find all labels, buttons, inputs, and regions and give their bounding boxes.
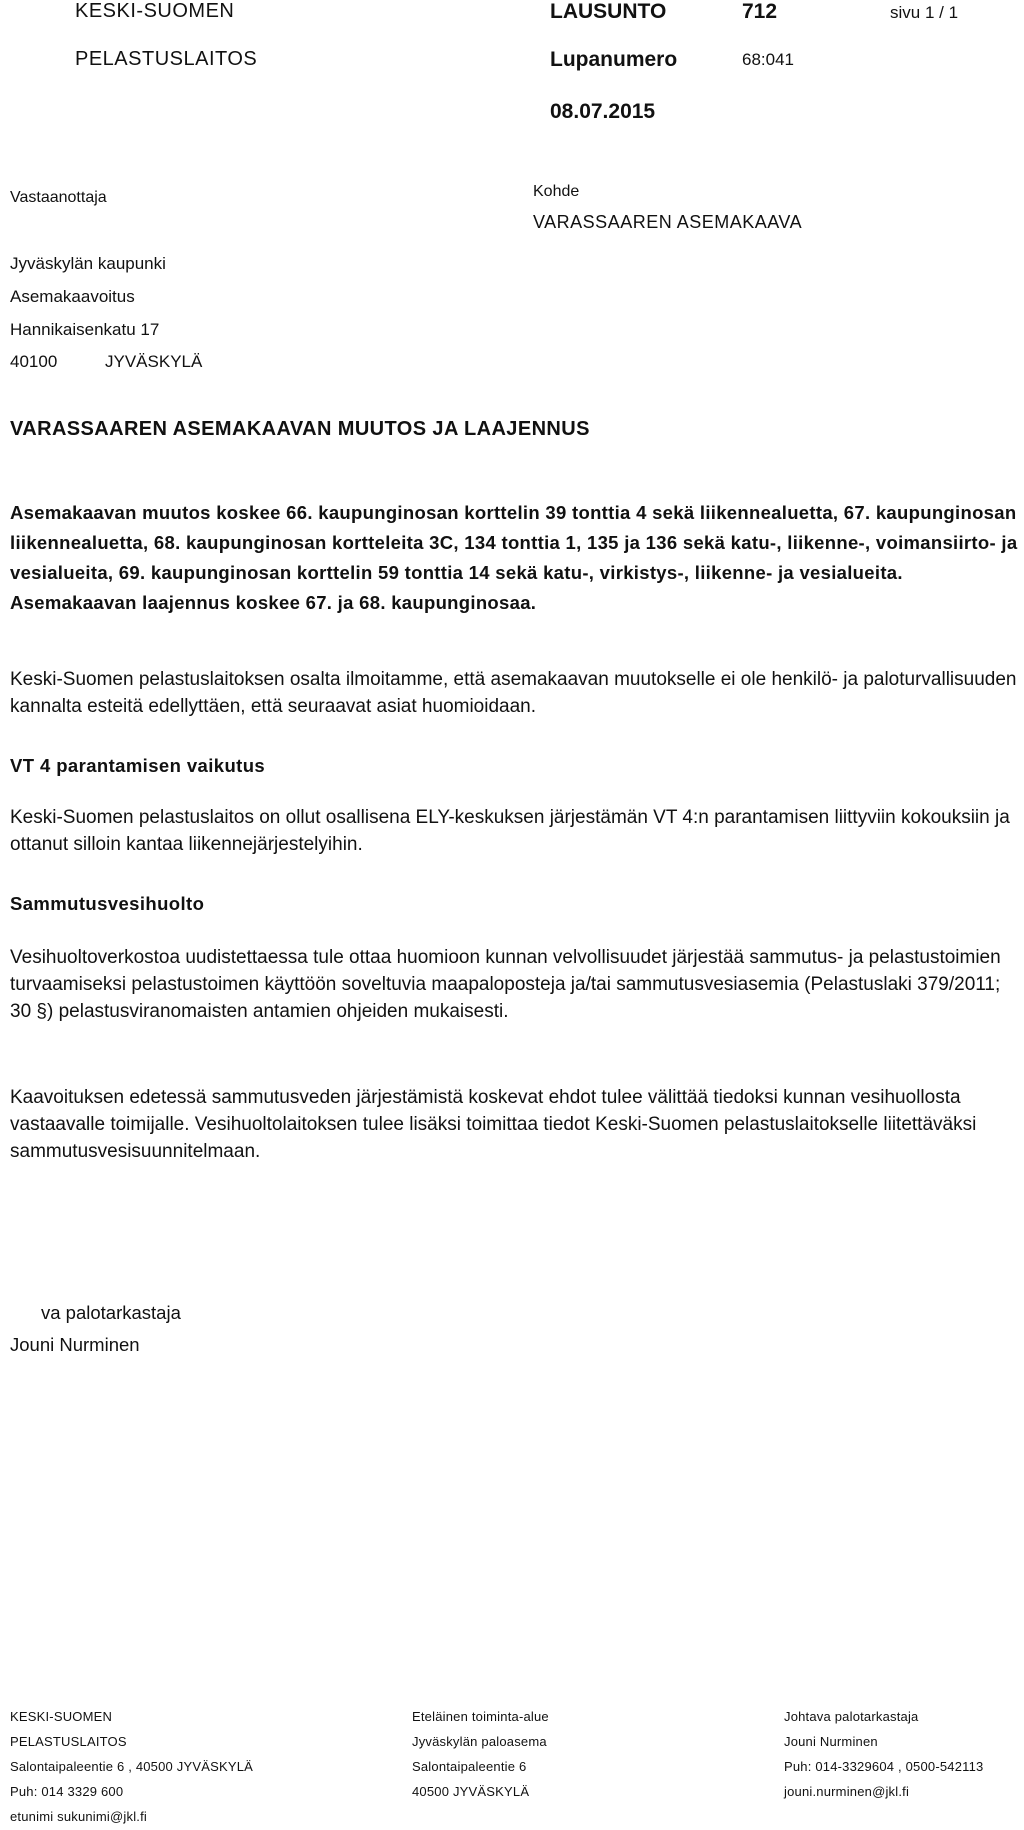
footer-column-contact bbox=[784, 1704, 983, 1804]
document-type: LAUSUNTO bbox=[550, 0, 667, 23]
section-text-water-2: Kaavoituksen edetessä sammutusveden järjestämistä koskevat ehdot tulee välittää tiedoksi kunnan vesihuollosta vastaavalle toimijalle. Vesihuoltolaitoksen tulee lisäksi toimittaa tiedot Keski-Suomen pelastuslaitokselle liitettäväksi sammutusvesisuunnitelmaan. bbox=[10, 1087, 977, 1162]
org-name-line1: KESKI-SUOMEN bbox=[75, 0, 235, 22]
statement-title: VARASSAAREN ASEMAKAAVAN MUUTOS JA LAAJENNUS bbox=[10, 418, 590, 440]
document-number: 712 bbox=[742, 0, 778, 23]
statement-paragraph: Keski-Suomen pelastuslaitoksen osalta ilmoitamme, että asemakaavan muutokselle ei ole henkilö- ja paloturvallisuuden kannalta esteitä edellyttäen, että seuraavat asiat huomioidaan. bbox=[10, 669, 1017, 717]
recipient-line: Hannikaisenkatu 17 bbox=[10, 320, 160, 339]
recipient-city: JYVÄSKYLÄ bbox=[105, 352, 203, 371]
footer-column-station bbox=[412, 1704, 549, 1804]
permit-number-label: Lupanumero bbox=[550, 48, 678, 71]
target-label: Kohde bbox=[533, 183, 580, 200]
recipient-line: Asemakaavoitus bbox=[10, 287, 135, 306]
footer-phone: Puh: 014 3329 600 bbox=[10, 1784, 124, 1799]
section-text-water-1: Vesihuoltoverkostoa uudistettaessa tule ottaa huomioon kunnan velvollisuudet järjestää sammutus- ja pelastustoimien turvaamiseksi pelastustoimen käyttöön soveltuvia maapaloposteja ja/tai sammutusvesiasemia (Pelastuslaki 379/2011; 30 §) pelastusviranomaisten antamien ohjeiden mukaisesti. bbox=[10, 947, 1001, 1022]
footer-contact-phone: Puh: 014-3329604 , 0500-542113 bbox=[784, 1759, 984, 1774]
footer-postcode-city: 40500 JYVÄSKYLÄ bbox=[412, 1784, 530, 1799]
signature-role: va palotarkastaja bbox=[41, 1302, 181, 1323]
footer-email: etunimi sukunimi@jkl.fi bbox=[10, 1809, 147, 1824]
footer-station: Jyväskylän paloasema bbox=[412, 1734, 547, 1749]
section-text-vt4: Keski-Suomen pelastuslaitos on ollut osallisena ELY-keskuksen järjestämän VT 4:n parantamisen liittyviin kokouksiin ja ottanut silloin kantaa liikennejärjestelyihin. bbox=[10, 807, 1010, 855]
footer-street: Salontaipaleentie 6 bbox=[412, 1759, 527, 1774]
document-date: 08.07.2015 bbox=[550, 100, 656, 123]
footer-address: Salontaipaleentie 6 , 40500 JYVÄSKYLÄ bbox=[10, 1759, 254, 1774]
footer-contact-name: Jouni Nurminen bbox=[784, 1734, 878, 1749]
signature-name: Jouni Nurminen bbox=[10, 1334, 140, 1355]
org-name-line2: PELASTUSLAITOS bbox=[75, 48, 258, 70]
section-heading-water: Sammutusvesihuolto bbox=[10, 893, 205, 914]
footer-org-line: PELASTUSLAITOS bbox=[10, 1734, 127, 1749]
section-heading-vt4: VT 4 parantamisen vaikutus bbox=[10, 755, 266, 776]
recipient-postcode: 40100 bbox=[10, 352, 58, 371]
page-number: sivu 1 / 1 bbox=[890, 3, 959, 22]
footer-contact-role: Johtava palotarkastaja bbox=[784, 1709, 919, 1724]
footer-column-organization bbox=[10, 1704, 253, 1829]
recipient-label: Vastaanottaja bbox=[10, 189, 107, 206]
footer-area: Eteläinen toiminta-alue bbox=[412, 1709, 549, 1724]
intro-paragraph: Asemakaavan muutos koskee 66. kaupunginosan korttelin 39 tonttia 4 sekä liikennealuetta, 67. kaupunginosan liikennealuetta, 68. kaupunginosan kortteleita 3C, 134 tonttia 1, 135 ja 136 sekä katu-, liikenne-, voimansiirto- ja vesialueita, 69. kaupunginosan korttelin 59 tonttia 14 sekä katu-, virkistys-, liikenne- ja vesialueita. Asemakaavan laajennus koskee 67. ja 68. kaupunginosaa. bbox=[10, 502, 1018, 613]
recipient-line: Jyväskylän kaupunki bbox=[10, 254, 166, 273]
footer-contact-email: jouni.nurminen@jkl.fi bbox=[784, 1784, 910, 1799]
footer-org-line: KESKI-SUOMEN bbox=[10, 1709, 113, 1724]
target-name: VARASSAAREN ASEMAKAAVA bbox=[533, 212, 803, 232]
permit-number: 68:041 bbox=[742, 50, 794, 69]
